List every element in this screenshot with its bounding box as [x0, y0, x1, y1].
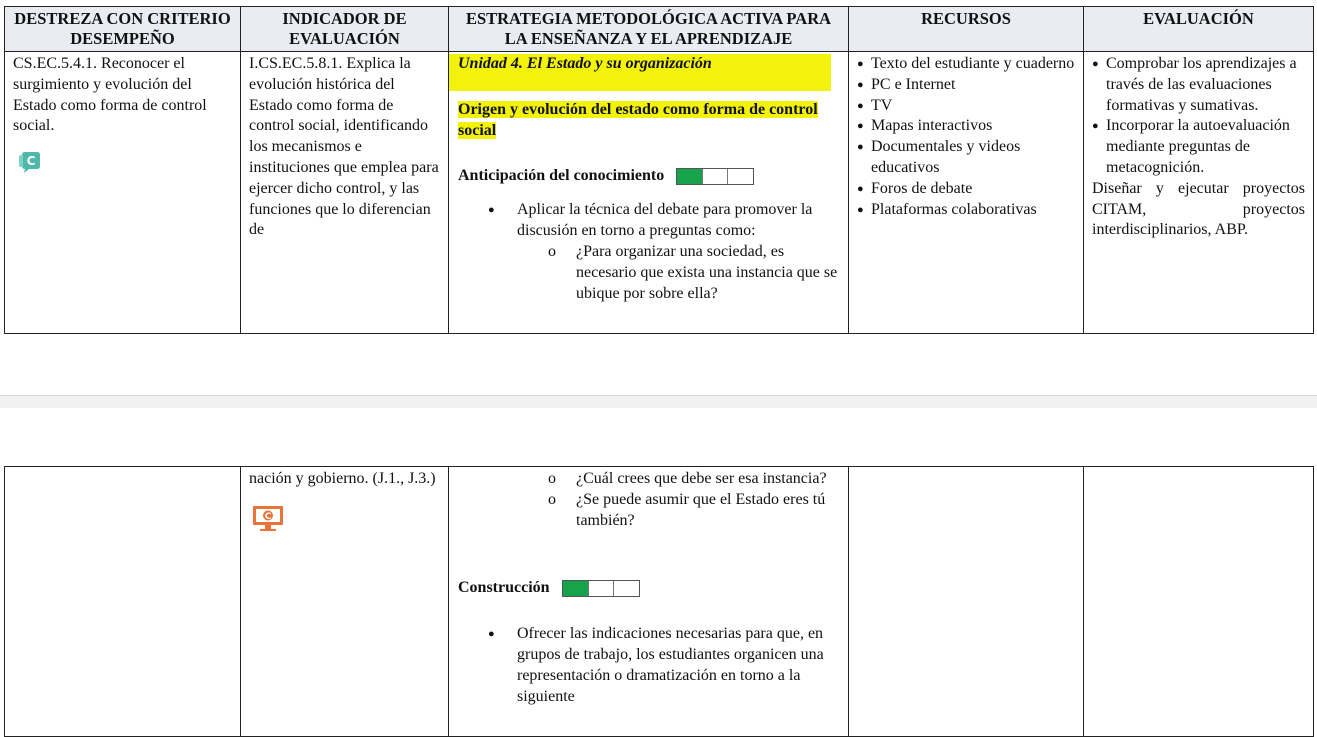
- svg-text:C: C: [264, 511, 272, 522]
- phase-title: Anticipación del conocimiento: [458, 166, 665, 184]
- header-destreza: DESTREZA CON CRITERIO DESEMPEÑO: [5, 7, 241, 52]
- destreza-cell: [5, 52, 241, 334]
- sub-item: [458, 469, 840, 490]
- sub-item-text: ¿Se puede asumir que el Estado eres tú también?: [576, 490, 826, 529]
- sub-item: [458, 242, 840, 304]
- evaluacion-cell: [1084, 52, 1314, 334]
- phase-progress-bar: [562, 580, 640, 597]
- estrategia-cell: [449, 467, 849, 737]
- recursos-list: [857, 54, 1075, 220]
- phase-title: Construcción: [458, 579, 550, 597]
- sub-item-text: ¿Para organizar una sociedad, es necesario que exista una instancia que se ubique por sobre ella?: [576, 243, 838, 302]
- svg-text:C: C: [26, 154, 36, 169]
- list-item: ● Mapas interactivos: [857, 116, 1075, 137]
- list-item: ● Plataformas colaborativas: [857, 200, 1075, 221]
- evaluacion-cell: [1084, 467, 1314, 737]
- header-recursos: RECURSOS: [849, 7, 1084, 52]
- progress-fill: [563, 581, 588, 596]
- planning-table-page-1: [4, 6, 1314, 334]
- indicador-text: nación y gobierno. (J.1., J.3.): [249, 470, 436, 487]
- list-item: ● Comprobar los aprendizajes a través de las evaluaciones formativas y sumativas.: [1092, 54, 1305, 116]
- monitor-c-icon: [251, 504, 283, 530]
- recursos-cell: [849, 52, 1084, 334]
- header-indicador: INDICADOR DE EVALUACIÓN: [241, 7, 449, 52]
- unit-highlight: [449, 54, 831, 91]
- sub-item: [458, 490, 840, 532]
- indicador-cell: [241, 52, 449, 334]
- recursos-cell: [849, 467, 1084, 737]
- sub-marker: o: [548, 243, 556, 261]
- table-header-row: [5, 7, 1314, 52]
- phase-anticipacion: [458, 166, 840, 187]
- strategy-bullet: ● Aplicar la técnica del debate para promover la discusión en torno a preguntas como:: [458, 200, 840, 242]
- strategy-bullet: ● Ofrecer las indicaciones necesarias para que, en grupos de trabajo, los estudiantes organicen una representación o dramatización en torno a la siguiente: [458, 624, 840, 707]
- destreza-text: CS.EC.5.4.1. Reconocer el surgimiento y evolución del Estado como forma de control social.: [13, 55, 207, 135]
- cloud-c-icon: [17, 151, 45, 173]
- table-row: [5, 467, 1314, 737]
- phase-construccion: [458, 578, 840, 599]
- list-item: ● TV: [857, 96, 1075, 117]
- list-item: ● Texto del estudiante y cuaderno: [857, 54, 1075, 75]
- evaluacion-list: [1092, 54, 1305, 179]
- evaluacion-paragraph: Diseñar y ejecutar proyectos CITAM, proyectos interdisciplinarios, ABP.: [1092, 179, 1305, 239]
- unit-title: Unidad 4. El Estado y su organización: [458, 55, 712, 72]
- sub-item-text: ¿Cuál crees que debe ser esa instancia?: [576, 470, 827, 487]
- list-item: ● Foros de debate: [857, 179, 1075, 200]
- header-estrategia: ESTRATEGIA METODOLÓGICA ACTIVA PARA LA ENSEÑANZA Y EL APRENDIZAJE: [449, 7, 849, 52]
- list-item: ● PC e Internet: [857, 75, 1075, 96]
- origin-block: [458, 100, 818, 142]
- sub-marker: o: [548, 470, 556, 487]
- list-item: ● Documentales y videos educativos: [857, 137, 1075, 179]
- destreza-cell: [5, 467, 241, 737]
- list-item: ● Incorporar la autoevaluación mediante preguntas de metacognición.: [1092, 116, 1305, 178]
- planning-table-page-2: [4, 466, 1314, 737]
- phase-progress-bar: [676, 168, 754, 185]
- origin-title: Origen y evolución del estado como forma de control social: [458, 101, 818, 139]
- indicador-text: I.CS.EC.5.8.1. Explica la evolución histórica del Estado como forma de control social, identificando los mecanismos e instituciones que emplea para ejercer dicho control, y las funciones que lo diferencian de: [249, 55, 439, 239]
- header-evaluacion: EVALUACIÓN: [1084, 7, 1314, 52]
- progress-fill: [677, 169, 702, 184]
- sub-marker: o: [548, 490, 556, 508]
- page-separator: [0, 395, 1317, 409]
- indicador-cell: [241, 467, 449, 737]
- estrategia-cell: [449, 52, 849, 334]
- table-row: [5, 52, 1314, 334]
- document-page-2: [0, 408, 1317, 734]
